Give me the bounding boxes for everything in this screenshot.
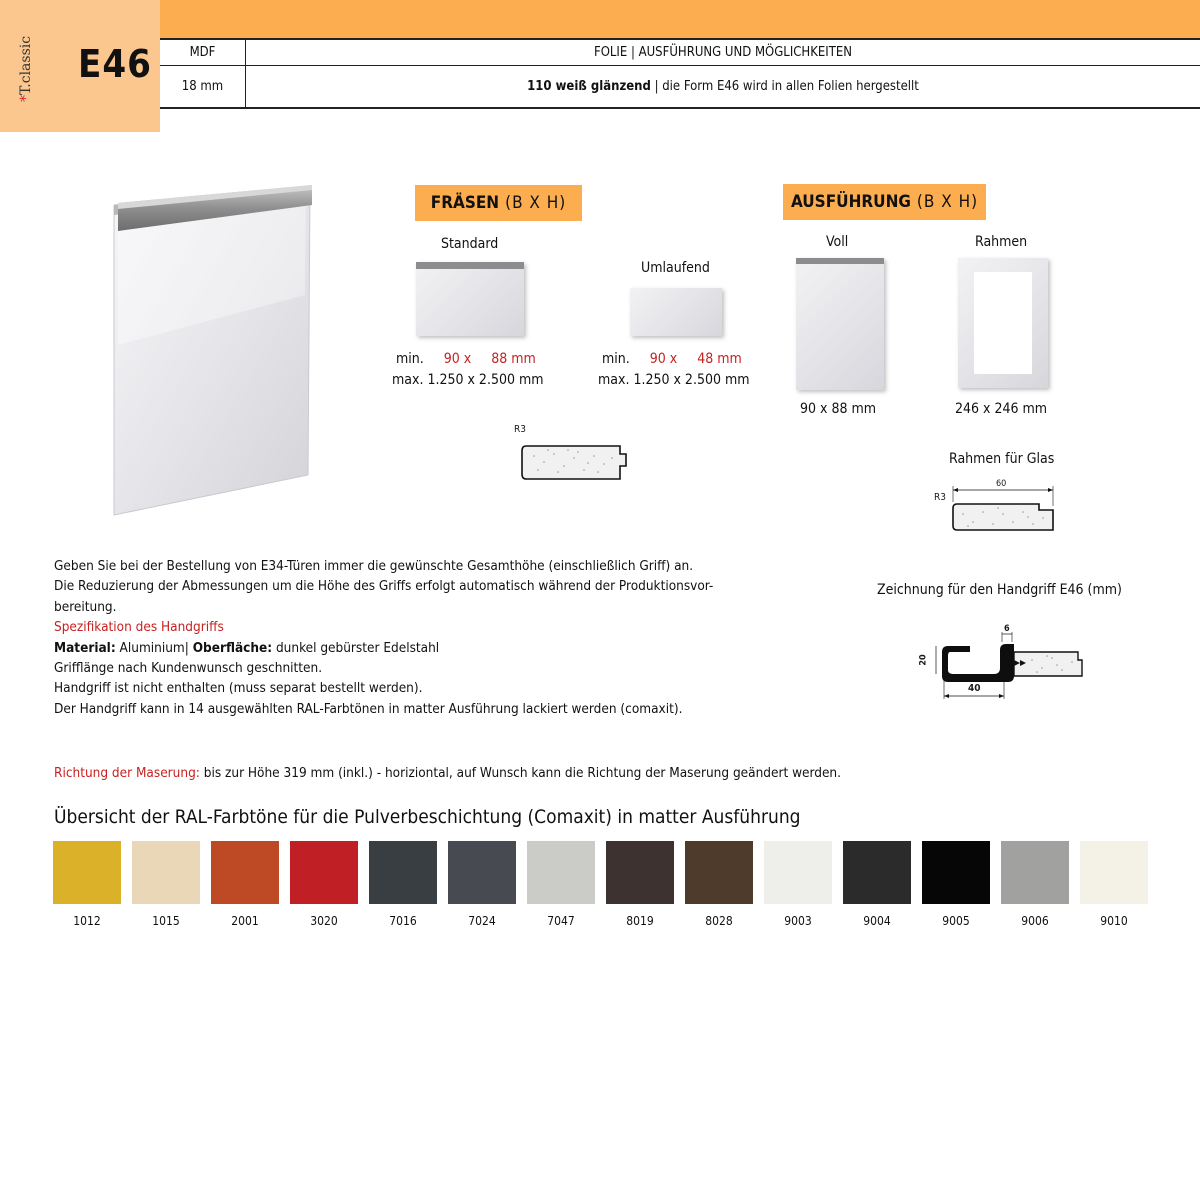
handle-dim-top: 6	[1004, 624, 1010, 634]
header-bar	[160, 0, 1200, 38]
note-line-6: Grifflänge nach Kundenwunsch geschnitten.	[54, 660, 323, 677]
ral-swatch-8028	[685, 841, 753, 904]
ral-swatch-9003	[764, 841, 832, 904]
ral-code-2001: 2001	[231, 914, 259, 928]
folie-header: FOLIE | AUSFÜHRUNG UND MÖGLICHKEITEN	[593, 45, 853, 60]
ral-code-8028: 8028	[705, 914, 733, 928]
mdf-thickness: 18 mm	[181, 79, 224, 94]
fraesen-title: FRÄSEN (B X H)	[415, 185, 582, 221]
ral-title: Übersicht der RAL-Farbtöne für die Pulverbeschichtung (Comaxit) in matter Ausführung	[54, 806, 801, 828]
voll-size: 90 x 88 mm	[800, 401, 877, 417]
ral-swatch-7047	[527, 841, 595, 904]
ral-swatch-2001	[211, 841, 279, 904]
note-line-3: bereitung.	[54, 598, 117, 615]
voll-panel	[796, 258, 884, 390]
ral-code-9004: 9004	[863, 914, 891, 928]
ral-code-8019: 8019	[626, 914, 654, 928]
folie-note: | die Form E46 wird in allen Folien hergestellt	[650, 79, 919, 94]
ral-code-7016: 7016	[389, 914, 417, 928]
handle-dim-side: 20	[918, 654, 929, 666]
ral-swatch-1012	[53, 841, 121, 904]
ral-swatch-3020	[290, 841, 358, 904]
ral-code-3020: 3020	[310, 914, 338, 928]
brand-logo: *T.classic	[18, 35, 34, 102]
voll-label: Voll	[826, 234, 849, 250]
ral-code-1015: 1015	[152, 914, 180, 928]
standard-label: Standard	[441, 236, 499, 252]
door-product-image	[100, 175, 330, 525]
ral-code-9005: 9005	[942, 914, 970, 928]
ral-code-7024: 7024	[468, 914, 496, 928]
note-line-8: Der Handgriff kann in 14 ausgewählten RAL-Farbtönen in matter Ausführung lackiert werden (comaxit).	[54, 700, 683, 717]
ral-swatch-9005	[922, 841, 990, 904]
note-line-2: Die Reduzierung der Abmessungen um die Höhe des Griffs erfolgt automatisch während der Produktionsvor-	[54, 578, 714, 595]
profile-r3-label: R3	[514, 424, 526, 435]
standard-min: min. 90 x 88 mm	[396, 351, 536, 367]
rahmen-label: Rahmen	[975, 234, 1028, 250]
ral-code-9006: 9006	[1021, 914, 1049, 928]
handle-material: Material: Aluminium| Oberfläche: dunkel gebürster Edelstahl	[54, 639, 440, 656]
folie-value	[246, 66, 1200, 107]
ral-swatch-9006	[1001, 841, 1069, 904]
ral-swatch-9010	[1080, 841, 1148, 904]
handle-spec-title: Spezifikation des Handgriffs	[54, 619, 224, 636]
rahmen-glas-dim: 60	[996, 479, 1007, 489]
handle-profile-drawing	[928, 630, 1088, 700]
ral-code-9010: 9010	[1100, 914, 1128, 928]
rahmen-glas-r3: R3	[934, 492, 946, 503]
order-notes	[54, 556, 774, 719]
umlaufend-label: Umlaufend	[641, 260, 710, 276]
rahmen-glas-profile-drawing	[945, 484, 1061, 536]
umlaufend-min: min. 90 x 48 mm	[602, 351, 742, 367]
ral-swatch-8019	[606, 841, 674, 904]
umlaufend-max: max. 1.250 x 2.500 mm	[598, 372, 750, 388]
handle-dim-bottom: 40	[968, 683, 981, 694]
brand-name: T.classic	[18, 35, 34, 95]
ral-swatch-9004	[843, 841, 911, 904]
standard-panel	[416, 262, 524, 336]
ral-swatch-7024	[448, 841, 516, 904]
folie-color: 110 weiß glänzend	[527, 79, 651, 94]
ral-code-1012: 1012	[73, 914, 101, 928]
mdf-header: MDF	[189, 45, 216, 60]
ral-swatch-1015	[132, 841, 200, 904]
grain-direction: Richtung der Maserung: bis zur Höhe 319 mm (inkl.) - horiziontal, auf Wunsch kann die Richtung der Maserung geändert werden.	[54, 765, 841, 781]
note-line-7: Handgriff ist nicht enthalten (muss separat bestellt werden).	[54, 680, 423, 697]
ral-swatch-7016	[369, 841, 437, 904]
spec-table	[160, 38, 1200, 110]
ausfuehrung-title: AUSFÜHRUNG (B X H)	[783, 184, 986, 220]
rahmen-panel	[958, 258, 1048, 388]
standard-max: max. 1.250 x 2.500 mm	[392, 372, 544, 388]
handle-drawing-title: Zeichnung für den Handgriff E46 (mm)	[877, 582, 1122, 598]
standard-profile-drawing	[520, 436, 632, 484]
note-line-1: Geben Sie bei der Bestellung von E34-Türen immer die gewünschte Gesamthöhe (einschließlich Griff) an.	[54, 558, 694, 574]
ral-code-9003: 9003	[784, 914, 812, 928]
ral-code-7047: 7047	[547, 914, 575, 928]
model-code: E46	[78, 42, 152, 86]
rahmen-size: 246 x 246 mm	[955, 401, 1048, 417]
umlaufend-panel	[630, 288, 722, 336]
rahmen-glas-label: Rahmen für Glas	[949, 451, 1055, 467]
